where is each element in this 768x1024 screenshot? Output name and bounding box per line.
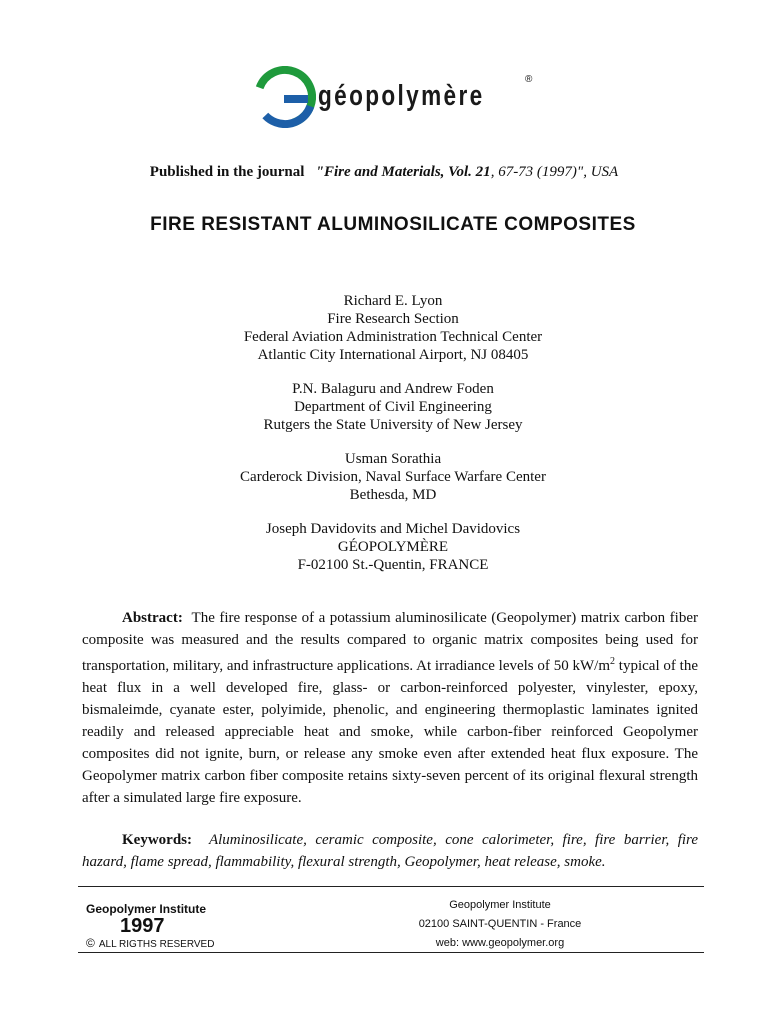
footer-right (380, 896, 620, 953)
author-list (0, 292, 768, 590)
journal-name: "Fire and Materials, Vol. 21 (315, 164, 491, 180)
geopolymere-g-icon (254, 66, 316, 128)
author-block (0, 380, 768, 434)
author-line: Department of Civil Engineering (294, 399, 492, 415)
footer-year: 1997 (120, 915, 165, 937)
author-line: F-02100 St.-Quentin, FRANCE (297, 557, 489, 573)
keywords-paragraph (82, 829, 698, 873)
abstract-text-continued: typical of the heat flux in a well developed fire, glass- or carbon-reinforced polyester, vinylester, epoxy, bismaleimde, cyanate ester, polyimide, phenolic, and engineering thermoplastic laminates ignited readily and released appreciable heat and smoke, while carbon-fiber reinforced Geopolymer composites did not ignite, burn, or release any smoke even after extended heat flux exposure. The Geopolymer matrix carbon fiber composite retains sixty-seven percent of its original flexural strength after a simulated large fire exposure. (82, 658, 699, 806)
author-line: GÉOPOLYMÈRE (337, 539, 449, 555)
abstract-paragraph (82, 607, 698, 809)
abstract-superscript: 2 (610, 656, 615, 667)
author-line: Carderock Division, Naval Surface Warfare Center (240, 469, 546, 485)
abstract-text: The fire response of a potassium aluminosilicate (Geopolymer) matrix carbon fiber composite was measured and the results compared to organic matrix composites being used for transportation, military, and infrastructure applications. At irradiance levels of 50 kW/m (82, 610, 698, 674)
author-block (0, 450, 768, 504)
author-line: Joseph Davidovits and Michel Davidovics (265, 521, 521, 537)
keywords-label: Keywords: (122, 832, 192, 848)
footer-right-line: 02100 SAINT-QUENTIN - France (418, 918, 582, 930)
registered-mark: ® (525, 74, 533, 85)
author-line: Richard E. Lyon (343, 293, 443, 309)
author-line: Usman Sorathia (344, 451, 442, 467)
footer-left (86, 902, 214, 950)
footer-bottom-rule (78, 952, 704, 953)
publication-line (0, 164, 768, 181)
rights-text: ALL RIGTHS RESERVED (98, 939, 215, 950)
paper-title: FIRE RESISTANT ALUMINOSILICATE COMPOSITES (150, 214, 636, 235)
logo-wordmark: géopolymère (318, 80, 485, 112)
author-block (0, 520, 768, 574)
author-line: P.N. Balaguru and Andrew Foden (292, 381, 494, 397)
author-block (0, 292, 768, 364)
footer-website-link[interactable]: web: www.geopolymer.org (435, 937, 565, 949)
keywords-text: Aluminosilicate, ceramic composite, cone calorimeter, fire, fire barrier, fire hazard, flame spread, flammability, flexural strength, Geopolymer, heat release, smoke. (82, 832, 698, 870)
footer-institute: Geopolymer Institute (86, 902, 207, 916)
footer-rights (86, 936, 214, 950)
footer-top-rule (78, 886, 704, 887)
author-line: Bethesda, MD (349, 487, 437, 503)
author-line: Rutgers the State University of New Jersey (263, 417, 523, 433)
footer-right-line: Geopolymer Institute (449, 899, 551, 911)
author-line: Fire Research Section (327, 311, 459, 327)
copyright-symbol: © (86, 936, 95, 950)
abstract-label: Abstract: (122, 610, 183, 626)
geopolymere-logo (254, 66, 544, 128)
author-line: Atlantic City International Airport, NJ 08405 (257, 347, 529, 363)
journal-citation: , 67-73 (1997)", USA (490, 164, 619, 180)
author-line: Federal Aviation Administration Technical Center (243, 329, 543, 345)
published-label: Published in the journal (149, 164, 305, 180)
